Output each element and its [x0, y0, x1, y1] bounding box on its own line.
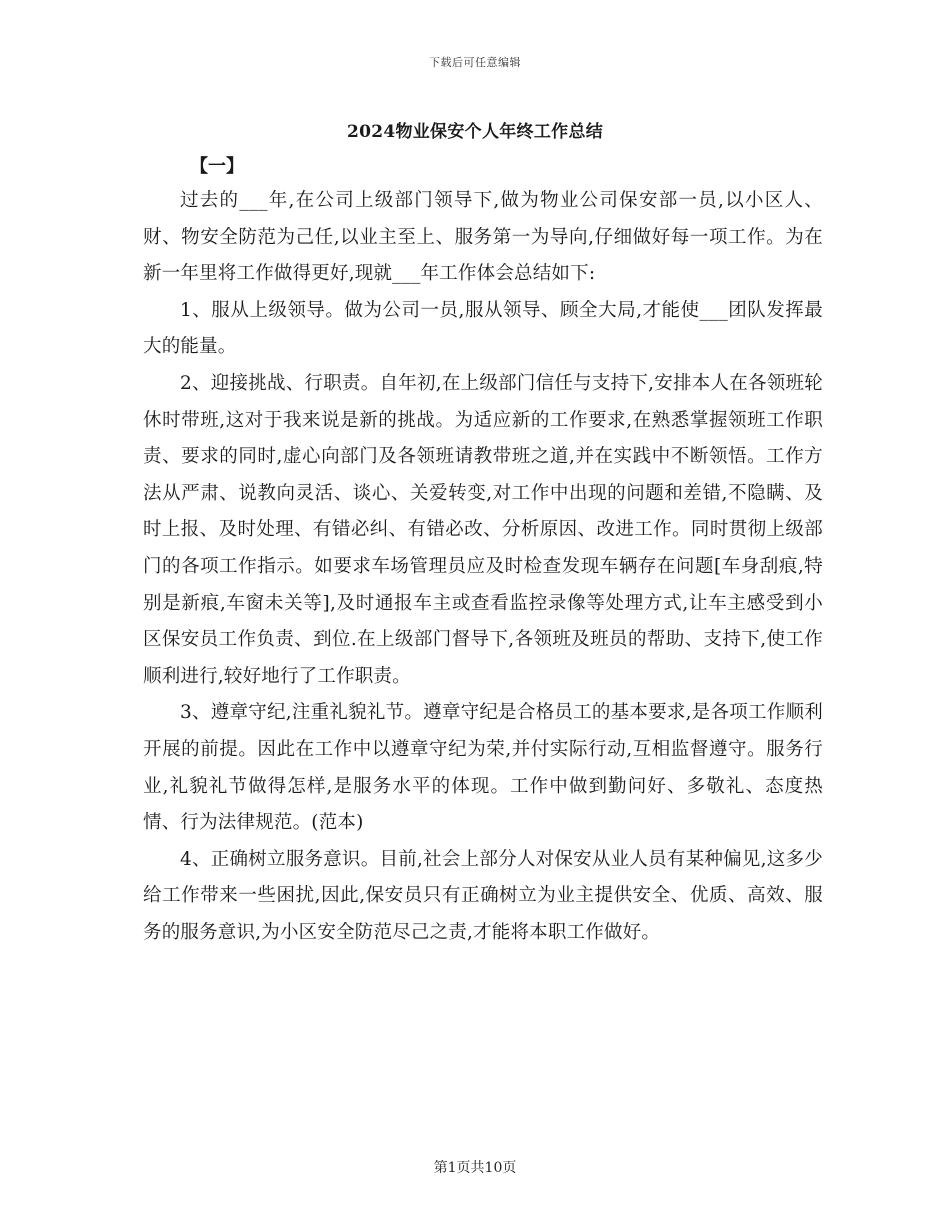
paragraph-item-2: 2、迎接挑战、行职责。自年初,在上级部门信任与支持下,安排本人在各领班轮休时带班,这对于我来说是新的挑战。为适应新的工作要求,在熟悉掌握领班工作职责、要求的同时,虚心向部门及各领班请教带班之道,并在实践中不断领悟。工作方法从严肃、说教向灵活、谈心、关爱转变,对工作中出现的问题和差错,不隐瞒、及时上报、及时处理、有错必纠、有错必改、分析原因、改进工作。同时贯彻上级部门的各项工作指示。如要求车场管理员应及时检查发现车辆存在问题[车身刮痕,特别是新痕,车窗未关等],及时通报车主或查看监控录像等处理方式,让车主感受到小区保安员工作负责、到位.在上级部门督导下,各领班及班员的帮助、支持下,使工作顺利进行,较好地行了工作职责。 — [143, 372, 823, 687]
paragraph-item-1: 1、服从上级领导。做为公司一员,服从领导、顾全大局,才能使___团队发挥最大的能量。 — [143, 299, 823, 358]
document-body — [143, 183, 823, 951]
header-note: 下载后可任意编辑 — [429, 56, 521, 69]
section-label: 【一】 — [190, 156, 244, 177]
paragraph-item-3: 3、遵章守纪,注重礼貌礼节。遵章守纪是合格员工的基本要求,是各项工作顺利开展的前提。因此在工作中以遵章守纪为荣,并付实际行动,互相监督遵守。服务行业,礼貌礼节做得怎样,是服务水平的体现。工作中做到勤问好、多敬礼、态度热情、行为法律规范。(范本) — [143, 702, 823, 834]
paragraph-item-4: 4、正确树立服务意识。目前,社会上部分人对保安从业人员有某种偏见,这多少给工作带来一些困扰,因此,保安员只有正确树立为业主提供安全、优质、高效、服务的服务意识,为小区安全防范尽己之责,才能将本职工作做好。 — [143, 848, 823, 943]
intro-paragraph: 过去的___年,在公司上级部门领导下,做为物业公司保安部一员,以小区人、财、物安全防范为己任,以业主至上、服务第一为导向,仔细做好每一项工作。为在新一年里将工作做得更好,现就___年工作体会总结如下: — [143, 190, 823, 285]
document-title: 2024物业保安个人年终工作总结 — [346, 122, 604, 142]
page-number: 第1页共10页 — [433, 1160, 517, 1176]
